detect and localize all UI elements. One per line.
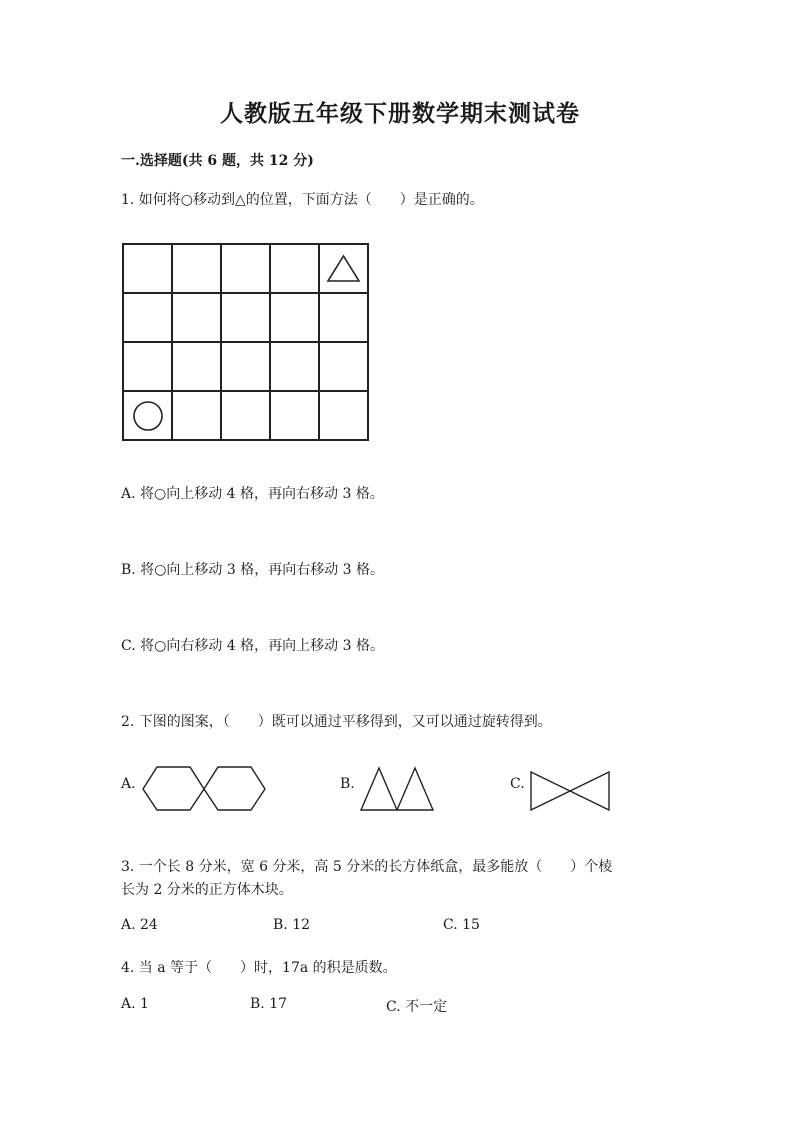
question-2-text: 2. 下图的图案，（ ）既可以通过平移得到，又可以通过旋转得到。 (121, 714, 552, 730)
grid-cell (222, 392, 271, 441)
grid-cell (271, 392, 320, 441)
question-2-label-b: B. (340, 776, 355, 792)
question-2-label-c: C. (510, 776, 525, 792)
grid-cell (124, 294, 173, 343)
circle-shape (124, 392, 171, 439)
section-heading: 一.选择题(共 6 题，共 12 分) (121, 153, 314, 169)
question-1-text: 1. 如何将○移动到△的位置，下面方法（ ）是正确的。 (121, 192, 484, 208)
question-4-option-a: A. 1 (121, 996, 149, 1012)
grid-cell (271, 245, 320, 294)
question-1-option-b: B. 将○向上移动 3 格，再向右移动 3 格。 (121, 562, 385, 578)
question-4-option-c: C. 不一定 (386, 999, 448, 1015)
question-3-option-b: B. 12 (273, 917, 311, 933)
grid-cell (222, 294, 271, 343)
triangles-figure (358, 764, 438, 814)
page-title: 人教版五年级下册数学期末测试卷 (220, 100, 580, 127)
question-3-option-c: C. 15 (443, 917, 480, 933)
grid-cell (173, 392, 222, 441)
question-4-text: 4. 当 a 等于（ ）时，17a 的积是质数。 (121, 960, 397, 976)
bowtie-figure (527, 768, 613, 814)
question-4-option-b: B. 17 (250, 996, 288, 1012)
question-1-option-c: C. 将○向右移动 4 格，再向上移动 3 格。 (121, 638, 384, 654)
grid-cell (173, 245, 222, 294)
question-2-label-a: A. (121, 776, 136, 792)
hexagons-figure (140, 764, 268, 814)
question-3-option-a: A. 24 (121, 917, 158, 933)
question-3-text-line2: 长为 2 分米的正方体木块。 (121, 882, 293, 898)
grid-cell (124, 245, 173, 294)
grid-cell (222, 343, 271, 392)
grid-cell (173, 343, 222, 392)
grid-cell (320, 392, 369, 441)
grid-cell (124, 343, 173, 392)
grid-cell (271, 343, 320, 392)
question-3-text-line1: 3. 一个长 8 分米，宽 6 分米，高 5 分米的长方体纸盒，最多能放（ ）个棱 (121, 859, 613, 875)
grid-cell (124, 392, 173, 441)
grid-cell (320, 245, 369, 294)
triangle-shape (320, 245, 367, 292)
question-1-grid (122, 243, 369, 441)
grid-cell (320, 294, 369, 343)
grid-cell (222, 245, 271, 294)
question-1-option-a: A. 将○向上移动 4 格，再向右移动 3 格。 (121, 486, 384, 502)
grid-cell (320, 343, 369, 392)
grid-cell (173, 294, 222, 343)
grid-cell (271, 294, 320, 343)
